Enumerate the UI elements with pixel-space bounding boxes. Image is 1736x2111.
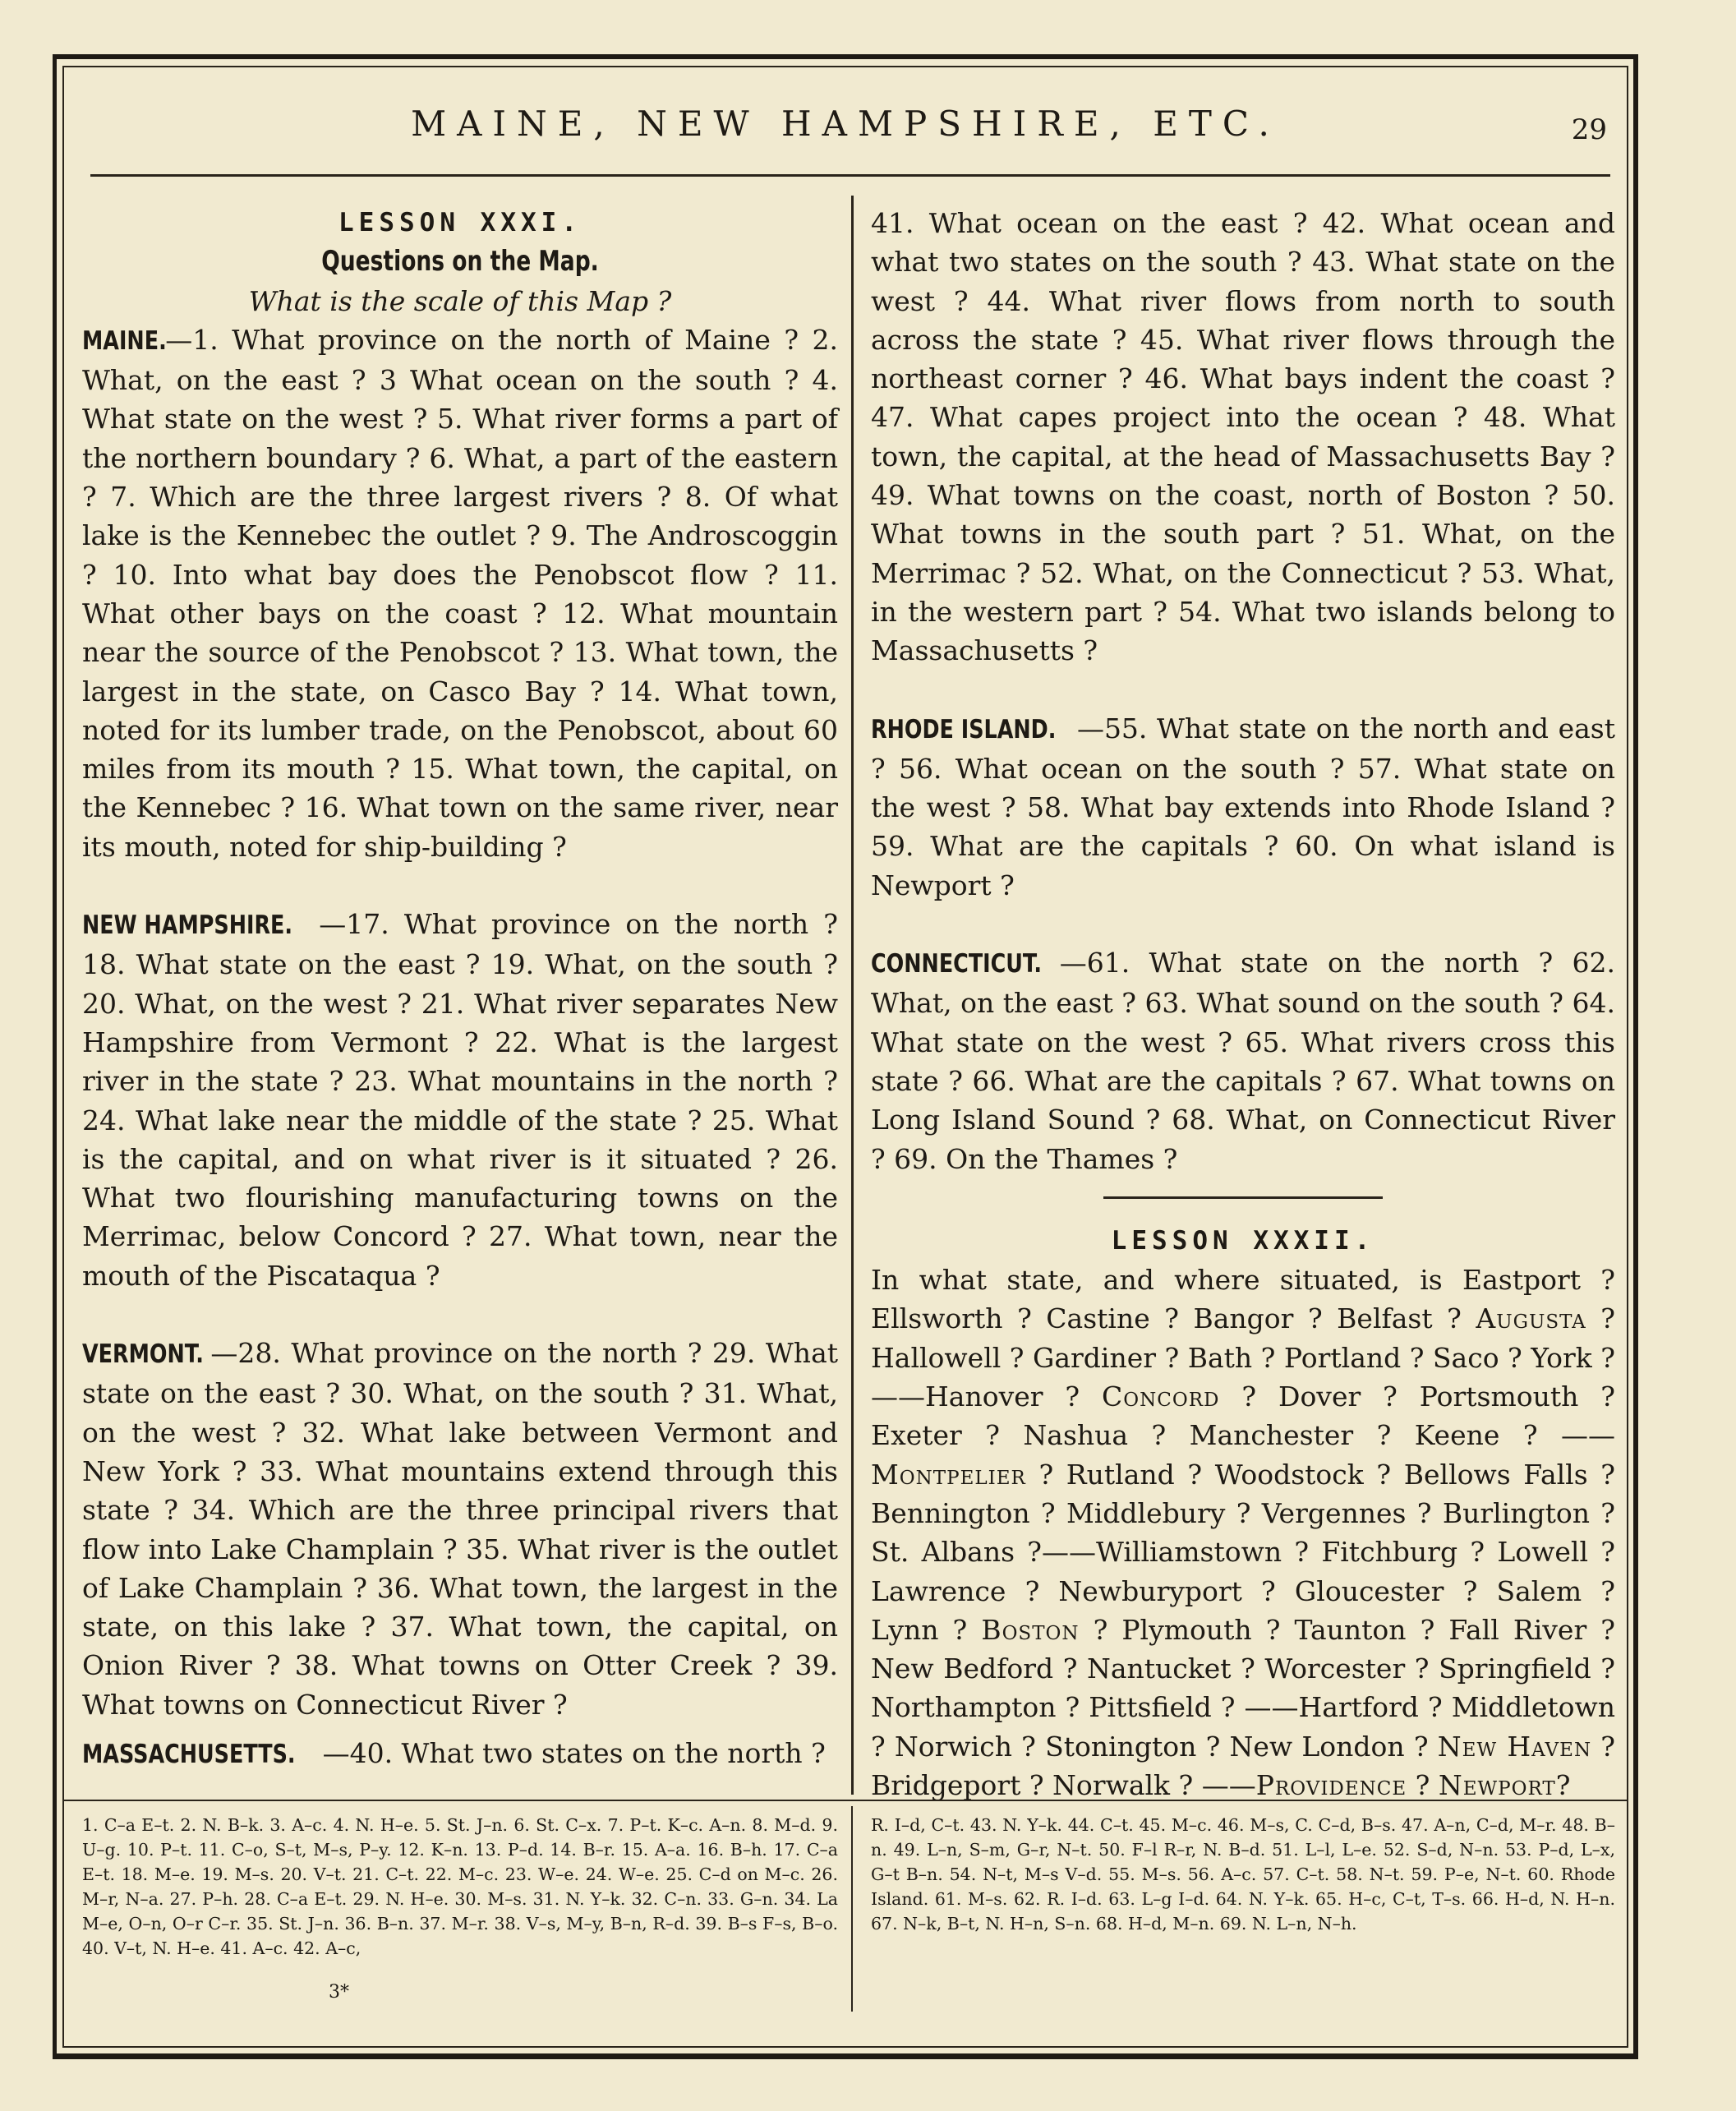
massachusetts-text: —40. What two states on the north ? (322, 1736, 826, 1769)
massachusetts-section (82, 1734, 838, 1774)
massachusetts-label: MASSACHUSETTS. (82, 1739, 296, 1769)
l32-seg: ? Rutland ? Woodstock ? Bellows Falls ? Bennington ? Middlebury ? Vergennes ? Burlington ? St. Albans ?——Williamstown ? Fitchburg ? Lowell ? Lawrence ? Newburyport ? Gloucester ? Salem ? Lynn ? (871, 1458, 1615, 1646)
capital-newport: Newport (1438, 1768, 1556, 1801)
rhode-island-text: —55. What state on the north and east ? 56. What ocean on the south ? 57. What state on the west ? 58. What bay extends into Rhode Island ? 59. What are the capitals ? 60. On what island is Newport ? (871, 712, 1615, 901)
lesson-31-subtitle: Questions on the Map. (321, 245, 599, 279)
maine-section (82, 320, 838, 866)
lesson-31-title: LESSON XXXI. (338, 208, 582, 237)
column-divider (851, 196, 854, 1795)
new-hampshire-text: —17. What province on the north ? 18. What state on the east ? 19. What, on the south ? 20. What, on the west ? 21. What river separates New Hampshire from Vermont ? 22. What is the largest river in the state ? 23. What mountains in the north ? 24. What lake near the middle of the state ? 25. What is the capital, and on what river is it situated ? 26. What two flourishing manufacturing towns on the Merrimac, below Concord ? 27. What town, near the mouth of the Piscataqua ? (82, 908, 838, 1292)
l32-seg: In what state, and where situated, is Eastport ? Ellsworth ? Castine ? Bangor ? Belfast ? (871, 1264, 1615, 1335)
capital-boston: Boston (981, 1613, 1080, 1646)
capital-montpelier: Montpelier (871, 1458, 1026, 1491)
new-hampshire-label: NEW HAMPSHIRE. (82, 910, 293, 941)
section-gap (82, 1295, 838, 1334)
l32-seg: ? (1555, 1768, 1571, 1801)
scale-question: What is the scale of this Map ? (248, 284, 672, 317)
page-number: 29 (1571, 113, 1607, 146)
footnotes-right: R. I–d, C–t. 43. N. Y–k. 44. C–t. 45. M–c. 46. M–s, C. C–d, B–s. 47. A–n, C–d, M–r. 48. B–n. 49. L–n, S–m, G–r, N–t. 50. F–l R–r, N. B–d. 51. L–l, L–e. 52. S–d, N–n. 53. P–d, L–x, G–t B–n. 54. N–t, M–s V–d. 55. M–s. 56. A–c. 57. C–t. 58. N–t. 59. P–e, N–t. 60. Rhode Island. 61. M–s. 62. R. I–d. 63. L–g I–d. 64. N. Y–k. 65. H–c, C–t, T–s. 66. H–d, N. H–n. 67. N–k, B–t, N. H–n, S–n. 68. H–d, M–n. 69. N. L–n, N–h. (871, 1815, 1615, 1934)
capital-new-haven: New Haven (1437, 1730, 1592, 1763)
vermont-text: —28. What province on the north ? 29. What state on the east ? 30. What, on the south ? 31. What, on the west ? 32. What lake between Vermont and New York ? 33. What mountains extend through this state ? 34. Which are the three principal rivers that flow into Lake Champlain ? 35. What river is the outlet of Lake Champlain ? 36. What town, the largest in the state, on this lake ? 37. What town, the capital, on Onion River ? 38. What towns on Otter Creek ? 39. What towns on Connecticut River ? (82, 1337, 838, 1721)
l32-seg: ? Bridgeport ? Norwalk ? —— (871, 1730, 1616, 1801)
maine-label: MAINE. (82, 325, 167, 356)
running-head: MAINE, NEW HAMPSHIRE, ETC. (411, 104, 1280, 144)
connecticut-text: —61. What state on the north ? 62. What, on the east ? 63. What sound on the south ? 64. What state on the west ? 65. What rivers cross this state ? 66. What are the capitals ? 67. What towns on Long Island Sound ? 68. What, on Connecticut River ? 69. On the Thames ? (871, 947, 1615, 1175)
section-gap (82, 866, 838, 905)
footnote-divider (851, 1806, 853, 2012)
footnote-rule (62, 1800, 1628, 1801)
maine-text: —1. What province on the north of Maine ? 2. What, on the east ? 3 What ocean on the south ? 4. What state on the west ? 5. What river forms a part of the northern boundary ? 6. What, a part of the eastern ? 7. Which are the three largest rivers ? 8. Of what lake is the Kennebec the outlet ? 9. The Androscoggin ? 10. Into what bay does the Penobscot flow ? 11. What other bays on the coast ? 12. What mountain near the source of the Penobscot ? 13. What town, the largest in the state, on Casco Bay ? 14. What town, noted for its lumber trade, on the Penobscot, about 60 miles from its mouth ? 15. What town, the capital, on the Kennebec ? 16. What town on the same river, near its mouth, noted for ship-building ? (82, 323, 838, 863)
l32-seg: ? Plymouth ? Taunton ? Fall River ? New Bedford ? Nantucket ? Worcester ? Springfield ? Northampton ? Pittsfield ? ——Hartford ? Middletown ? Norwich ? Stonington ? New London ? (871, 1613, 1615, 1763)
section-gap (82, 1724, 838, 1734)
l32-seg: ? Hallowell ? Gardiner ? Bath ? Portland ? Saco ? York ?——Hanover ? (871, 1302, 1616, 1413)
section-gap (871, 671, 1615, 709)
vermont-label: VERMONT. (82, 1339, 204, 1370)
lesson-32-title: LESSON XXXII. (1111, 1225, 1375, 1256)
l32-seg: ? Dover ? Portsmouth ? Exeter ? Nashua ? Manchester ? Keene ? —— (871, 1380, 1615, 1452)
capital-providence: Providence (1255, 1768, 1407, 1801)
signature-mark: 3* (329, 1982, 349, 2003)
footnotes-left: 1. C–a E–t. 2. N. B–k. 3. A–c. 4. N. H–e. 5. St. J–n. 6. St. C–x. 7. P–t. K–c. A–n. 8. M–d. 9. U–g. 10. P–t. 11. C–o, S–t, M–s, P–y. 12. K–n. 13. P–d. 14. B–r. 15. A–a. 16. B–h. 17. C–a E–t. 18. M–e. 19. M–s. 20. V–t. 21. C–t. 22. M–c. 23. W–e. 24. W–e. 25. C–d on M–c. 26. M–r, N–a. 27. P–h. 28. C–a E–t. 29. N. H–e. 30. M–s. 31. N. Y–k. 32. C–n. 33. G–n. 34. La M–e, O–n, O–r C–r. 35. St. J–n. 36. B–n. 37. M–r. 38. V–s, M–y, B–n, R–d. 39. B–s F–s, B–o. 40. V–t, N. H–e. 41. A–c. 42. A–c, (82, 1815, 838, 1958)
section-gap (871, 905, 1615, 943)
rhode-island-section (871, 709, 1615, 905)
lesson-separator-rule (1103, 1196, 1383, 1199)
connecticut-section (871, 943, 1615, 1178)
right-column (871, 204, 1615, 1804)
lesson-32-text (871, 1261, 1615, 1804)
massachusetts-continued: 41. What ocean on the east ? 42. What ocean and what two states on the south ? 43. What state on the west ? 44. What river flows from north to south across the state ? 45. What river flows through the northeast corner ? 46. What bays indent the coast ? 47. What capes project into the ocean ? 48. What town, the capital, at the head of Massachusetts Bay ? 49. What towns on the coast, north of Boston ? 50. What towns in the south part ? 51. What, on the Merrimac ? 52. What, on the Connecticut ? 53. What, in the western part ? 54. What two islands belong to Massachusetts ? (871, 207, 1615, 667)
new-hampshire-section (82, 905, 838, 1295)
page-header (62, 99, 1628, 148)
l32-seg: ? (1407, 1768, 1439, 1801)
capital-augusta: Augusta (1476, 1302, 1586, 1335)
rhode-island-label: RHODE ISLAND. (871, 714, 1057, 744)
left-column (82, 204, 838, 1774)
capital-concord: Concord (1102, 1380, 1220, 1413)
header-rule (90, 174, 1610, 177)
connecticut-label: CONNECTICUT. (871, 949, 1043, 979)
vermont-section (82, 1334, 838, 1724)
